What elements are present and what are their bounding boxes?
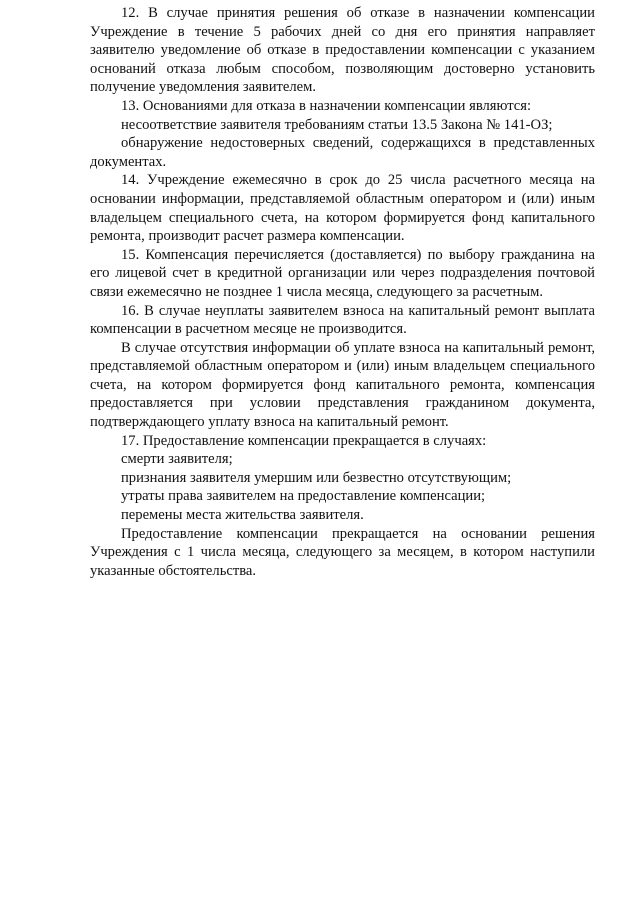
termination-case-loss-of-right: утраты права заявителем на предоставление компенсации; — [121, 488, 486, 505]
paragraph-16-nonpayment: 16. В случае неуплаты заявителем взноса на капитальный ремонт выплата компенсации в расчетном месяце не производится. — [90, 302, 595, 338]
paragraph-15-transfer: 15. Компенсация перечисляется (доставляется) по выбору гражданина на его лицевой счет в кредитной организации или через подразделения почтовой связи ежемесячно не позднее 1 числа месяца, следующего за расчетным. — [90, 246, 595, 300]
termination-case-relocation: перемены места жительства заявителя. — [121, 507, 364, 524]
termination-case-declared-dead: признания заявителя умершим или безвестно отсутствующим; — [121, 469, 512, 486]
document-body — [90, 4, 595, 580]
paragraph-14-calculation: 14. Учреждение ежемесячно в срок до 25 числа расчетного месяца на основании информации, представляемой областным оператором и (или) иным владельцем специального счета, на котором формируется фонд капитального ремонта, производит расчет размера компенсации. — [90, 172, 595, 245]
paragraph-17-termination: 17. Предоставление компенсации прекращается в случаях: — [121, 432, 487, 449]
paragraph-13-refusal-grounds: 13. Основаниями для отказа в назначении компенсации являются: — [121, 97, 532, 114]
paragraph-termination-decision: Предоставление компенсации прекращается на основании решения Учреждения с 1 числа месяца, следующего за месяцем, в котором наступили указанные обстоятельства. — [90, 525, 595, 579]
refusal-ground-noncompliance: несоответствие заявителя требованиям статьи 13.5 Закона № 141-ОЗ; — [121, 116, 553, 133]
refusal-ground-false-info: обнаружение недостоверных сведений, содержащихся в представленных документах. — [90, 135, 595, 170]
paragraph-12-refusal-notice: 12. В случае принятия решения об отказе в назначении компенсации Учреждение в течение 5 рабочих дней со дня его принятия направляет заявителю уведомление об отказе в предоставлении компенсации с указанием оснований отказа любым способом, позволяющим достоверно установить получение уведомления заявителем. — [90, 5, 595, 96]
paragraph-16-no-info: В случае отсутствия информации об уплате взноса на капитальный ремонт, представляемой областным оператором и (или) иным владельцем специального счета, на котором формируется фонд капитального ремонта, компенсация предоставляется при условии представления гражданином документа, подтверждающего уплату взноса на капитальный ремонт. — [90, 339, 595, 431]
termination-case-death: смерти заявителя; — [121, 451, 233, 468]
